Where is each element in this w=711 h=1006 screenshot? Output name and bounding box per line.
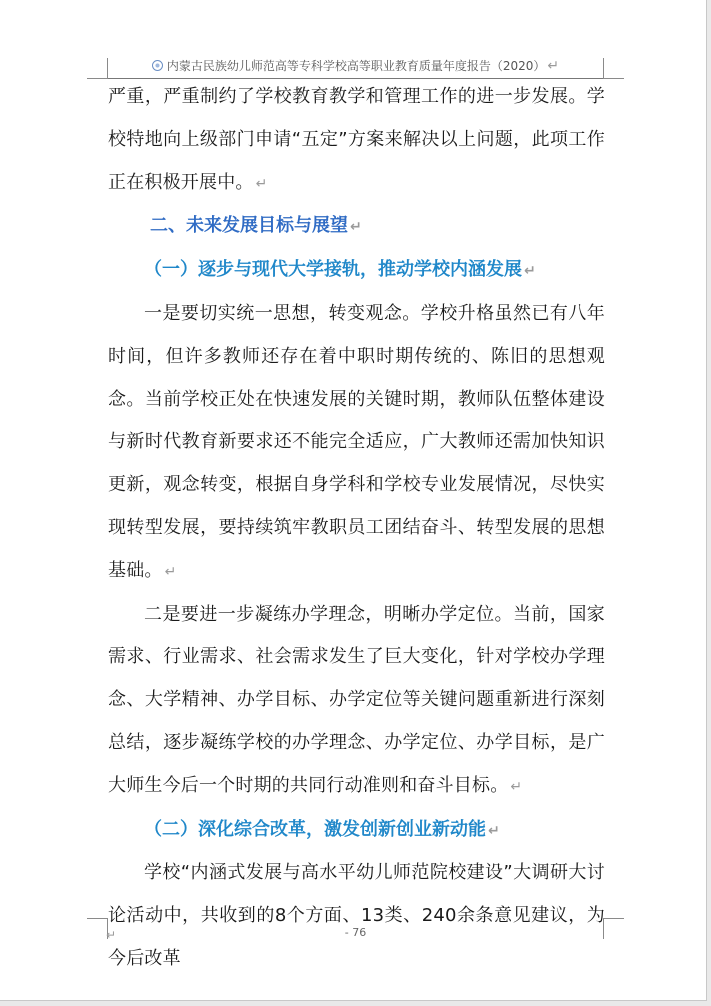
paragraph-mark-icon: ↵ bbox=[524, 263, 536, 280]
header-title: 内蒙古民族幼儿师范高等专科学校高等职业教育质量年度报告（2020） bbox=[166, 59, 546, 73]
paragraph-mark-icon: ↵ bbox=[510, 778, 523, 795]
sub-heading bbox=[108, 249, 605, 293]
sub-heading-text: （二）深化综合改革，激发创新创业新动能 bbox=[144, 818, 486, 840]
paragraph bbox=[108, 852, 605, 980]
page-header bbox=[108, 58, 603, 74]
paragraph-text: 一是要切实统一思想，转变观念。学校升格虽然已有八年时间，但许多教师还存在着中职时期传统的、陈旧的思想观念。当前学校正处在快速发展的关键时期，教师队伍整体建设与新时代教育新要求还不能完全适应，广大教师还需加快知识更新，观念转变，根据自身学科和学校专业发展情况，尽快实现转型发展，要持续筑牢教职员工团结奋斗、转型发展的思想基础。 bbox=[108, 302, 605, 581]
crop-mark-top-left bbox=[87, 58, 108, 79]
school-logo-icon bbox=[152, 60, 163, 71]
paragraph-mark-icon: ↵ bbox=[164, 563, 177, 580]
paragraph-text: 学校“内涵式发展与高水平幼儿师范院校建设”大调研大讨论活动中，共收到的8个方面、13类、240余条意见建议，为今后改革 bbox=[108, 862, 605, 969]
paragraph-text: 二是要进一步凝练办学理念，明晰办学定位。当前，国家需求、行业需求、社会需求发生了巨大变化，针对学校办学理念、大学精神、办学目标、办学定位等关键问题重新进行深刻总结，逐步凝练学校的办学理念、办学定位、办学目标，是广大师生今后一个时期的共同行动准则和奋斗目标。 bbox=[108, 603, 605, 796]
paragraph bbox=[108, 293, 605, 594]
paragraph-text: 严重，严重制约了学校教育教学和管理工作的进一步发展。学校特地向上级部门申请“五定”方案来解决以上问题，此项工作正在积极开展中。 bbox=[108, 86, 605, 193]
crop-mark-bottom-left bbox=[87, 918, 108, 939]
paragraph-mark-icon: ↵ bbox=[255, 175, 268, 192]
paragraph bbox=[108, 594, 605, 809]
section-heading bbox=[108, 205, 605, 249]
sub-heading-text: （一）逐步与现代大学接轨，推动学校内涵发展 bbox=[144, 259, 522, 281]
crop-mark-bottom-right bbox=[603, 918, 624, 939]
paragraph-mark-icon: ↵ bbox=[547, 58, 560, 74]
paragraph-mark-icon: ↵ bbox=[488, 822, 500, 839]
sub-heading bbox=[108, 809, 605, 853]
page-number: - 76 bbox=[344, 926, 367, 939]
document-body[interactable] bbox=[108, 76, 605, 981]
crop-mark-top-right bbox=[603, 58, 624, 79]
paragraph bbox=[108, 76, 605, 205]
paragraph-mark-icon: ↵ bbox=[106, 928, 117, 942]
section-heading-text: 二、未来发展目标与展望 bbox=[150, 215, 348, 237]
paragraph-mark-icon: ↵ bbox=[350, 219, 362, 236]
